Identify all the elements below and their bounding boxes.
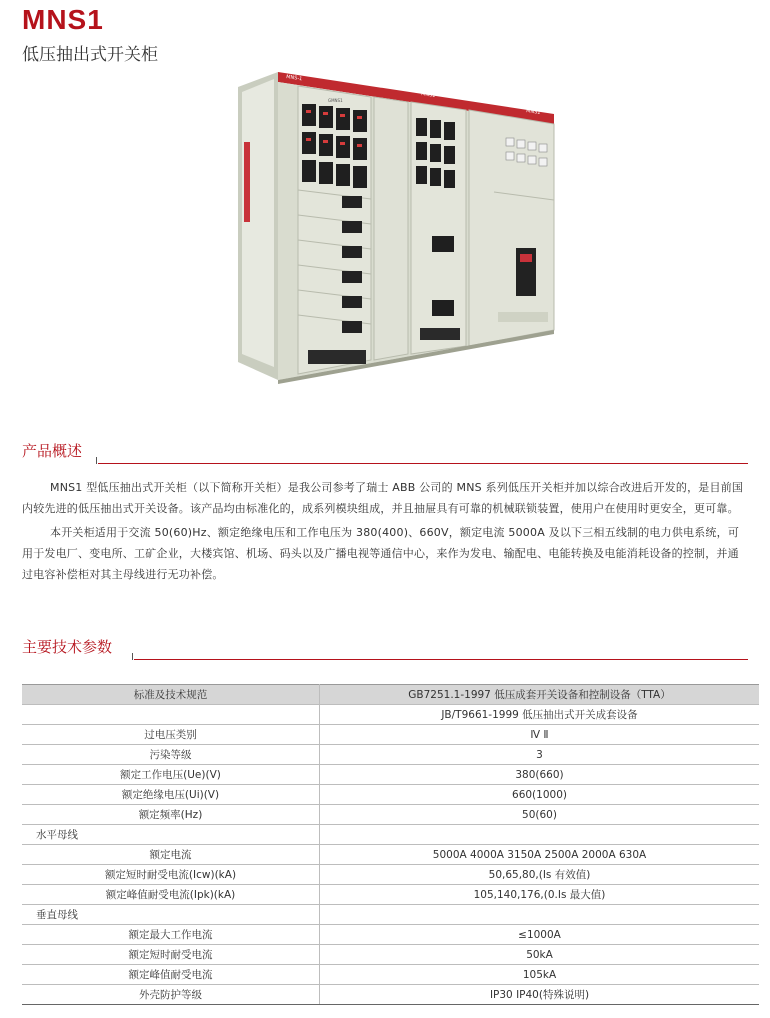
value-cell: 105,140,176,(0.Is 最大值)	[320, 885, 760, 905]
param-cell: 过电压类别	[22, 725, 320, 745]
value-cell: 50kA	[320, 945, 760, 965]
table-row	[22, 705, 759, 725]
table-row	[22, 805, 759, 825]
panel-label-3: MNS1	[420, 91, 436, 99]
panel-label-1: MNS-1	[285, 74, 303, 83]
table-row	[22, 765, 759, 785]
table-row	[22, 865, 759, 885]
heading-tick	[132, 653, 133, 660]
value-cell: IP30 IP40(特殊说明)	[320, 985, 760, 1005]
param-cell: 额定短时耐受电流(Icw)(kA)	[22, 865, 320, 885]
param-cell: 额定峰值耐受电流(Ipk)(kA)	[22, 885, 320, 905]
panel-label-2: GMNS1	[328, 98, 343, 103]
spec-table	[22, 684, 759, 1005]
panel-label-4: MNS1	[525, 108, 541, 116]
param-cell: 额定最大工作电流	[22, 925, 320, 945]
table-row	[22, 785, 759, 805]
param-cell: 垂直母线	[22, 905, 320, 925]
value-cell: 50(60)	[320, 805, 760, 825]
value-cell	[320, 825, 760, 845]
overview-paragraph-1: MNS1 型低压抽出式开关柜（以下简称开关柜）是我公司参考了瑞士 ABB 公司的 MNS 系列低压开关柜并加以综合改进后开发的，是目前国内较先进的低压抽出式开关设备。该产品均由标准化的，成系列模块组成，并且抽屉具有可靠的机械联锁装置，使用户在使用时更安全，更可靠。	[22, 481, 744, 515]
param-cell: 水平母线	[22, 825, 320, 845]
value-cell: 5000A 4000A 3150A 2500A 2000A 630A	[320, 845, 760, 865]
overview-paragraph-2: 本开关柜适用于交流 50(60)Hz、额定绝缘电压和工作电压为 380(400)、660V，额定电流 5000A 及以下三相五线制的电力供电系统，可用于发电厂、变电所、工矿企业，大楼宾馆、机场、码头以及广播电视等通信中心，来作为发电、输配电、电能转换及电能消耗设备的控制，并通过电容补偿柜对其主母线进行无功补偿。	[22, 526, 740, 581]
table-row	[22, 985, 759, 1005]
value-cell: 380(660)	[320, 765, 760, 785]
value-cell: 105kA	[320, 965, 760, 985]
specs-heading	[22, 636, 748, 662]
value-cell: ≤1000A	[320, 925, 760, 945]
table-row	[22, 905, 759, 925]
table-row	[22, 965, 759, 985]
param-cell	[22, 705, 320, 725]
param-cell: 额定峰值耐受电流	[22, 965, 320, 985]
heading-tick	[96, 457, 97, 464]
switchgear-cabinet-image	[236, 62, 558, 384]
heading-rule	[98, 463, 748, 464]
table-row	[22, 725, 759, 745]
overview-title: 产品概述	[22, 442, 83, 460]
table-row	[22, 845, 759, 865]
param-cell: 额定绝缘电压(Ui)(V)	[22, 785, 320, 805]
param-cell: 标准及技术规范	[22, 685, 320, 705]
table-row	[22, 945, 759, 965]
value-cell: 50,65,80,(Is 有效值)	[320, 865, 760, 885]
table-row	[22, 885, 759, 905]
param-cell: 额定频率(Hz)	[22, 805, 320, 825]
table-row	[22, 745, 759, 765]
value-cell: Ⅳ Ⅱ	[320, 725, 760, 745]
product-model: MNS1	[22, 4, 104, 35]
overview-heading	[22, 440, 748, 466]
param-cell: 额定电流	[22, 845, 320, 865]
specs-title: 主要技术参数	[22, 638, 113, 656]
param-cell: 外壳防护等级	[22, 985, 320, 1005]
table-row	[22, 685, 759, 705]
value-cell	[320, 905, 760, 925]
table-row	[22, 825, 759, 845]
product-subtitle: 低压抽出式开关柜	[22, 45, 158, 65]
value-cell: JB/T9661-1999 低压抽出式开关成套设备	[320, 705, 760, 725]
value-cell: GB7251.1-1997 低压成套开关设备和控制设备（TTA）	[320, 685, 760, 705]
value-cell: 660(1000)	[320, 785, 760, 805]
table-row	[22, 925, 759, 945]
param-cell: 额定短时耐受电流	[22, 945, 320, 965]
heading-rule	[134, 659, 748, 660]
value-cell: 3	[320, 745, 760, 765]
param-cell: 额定工作电压(Ue)(V)	[22, 765, 320, 785]
param-cell: 污染等级	[22, 745, 320, 765]
